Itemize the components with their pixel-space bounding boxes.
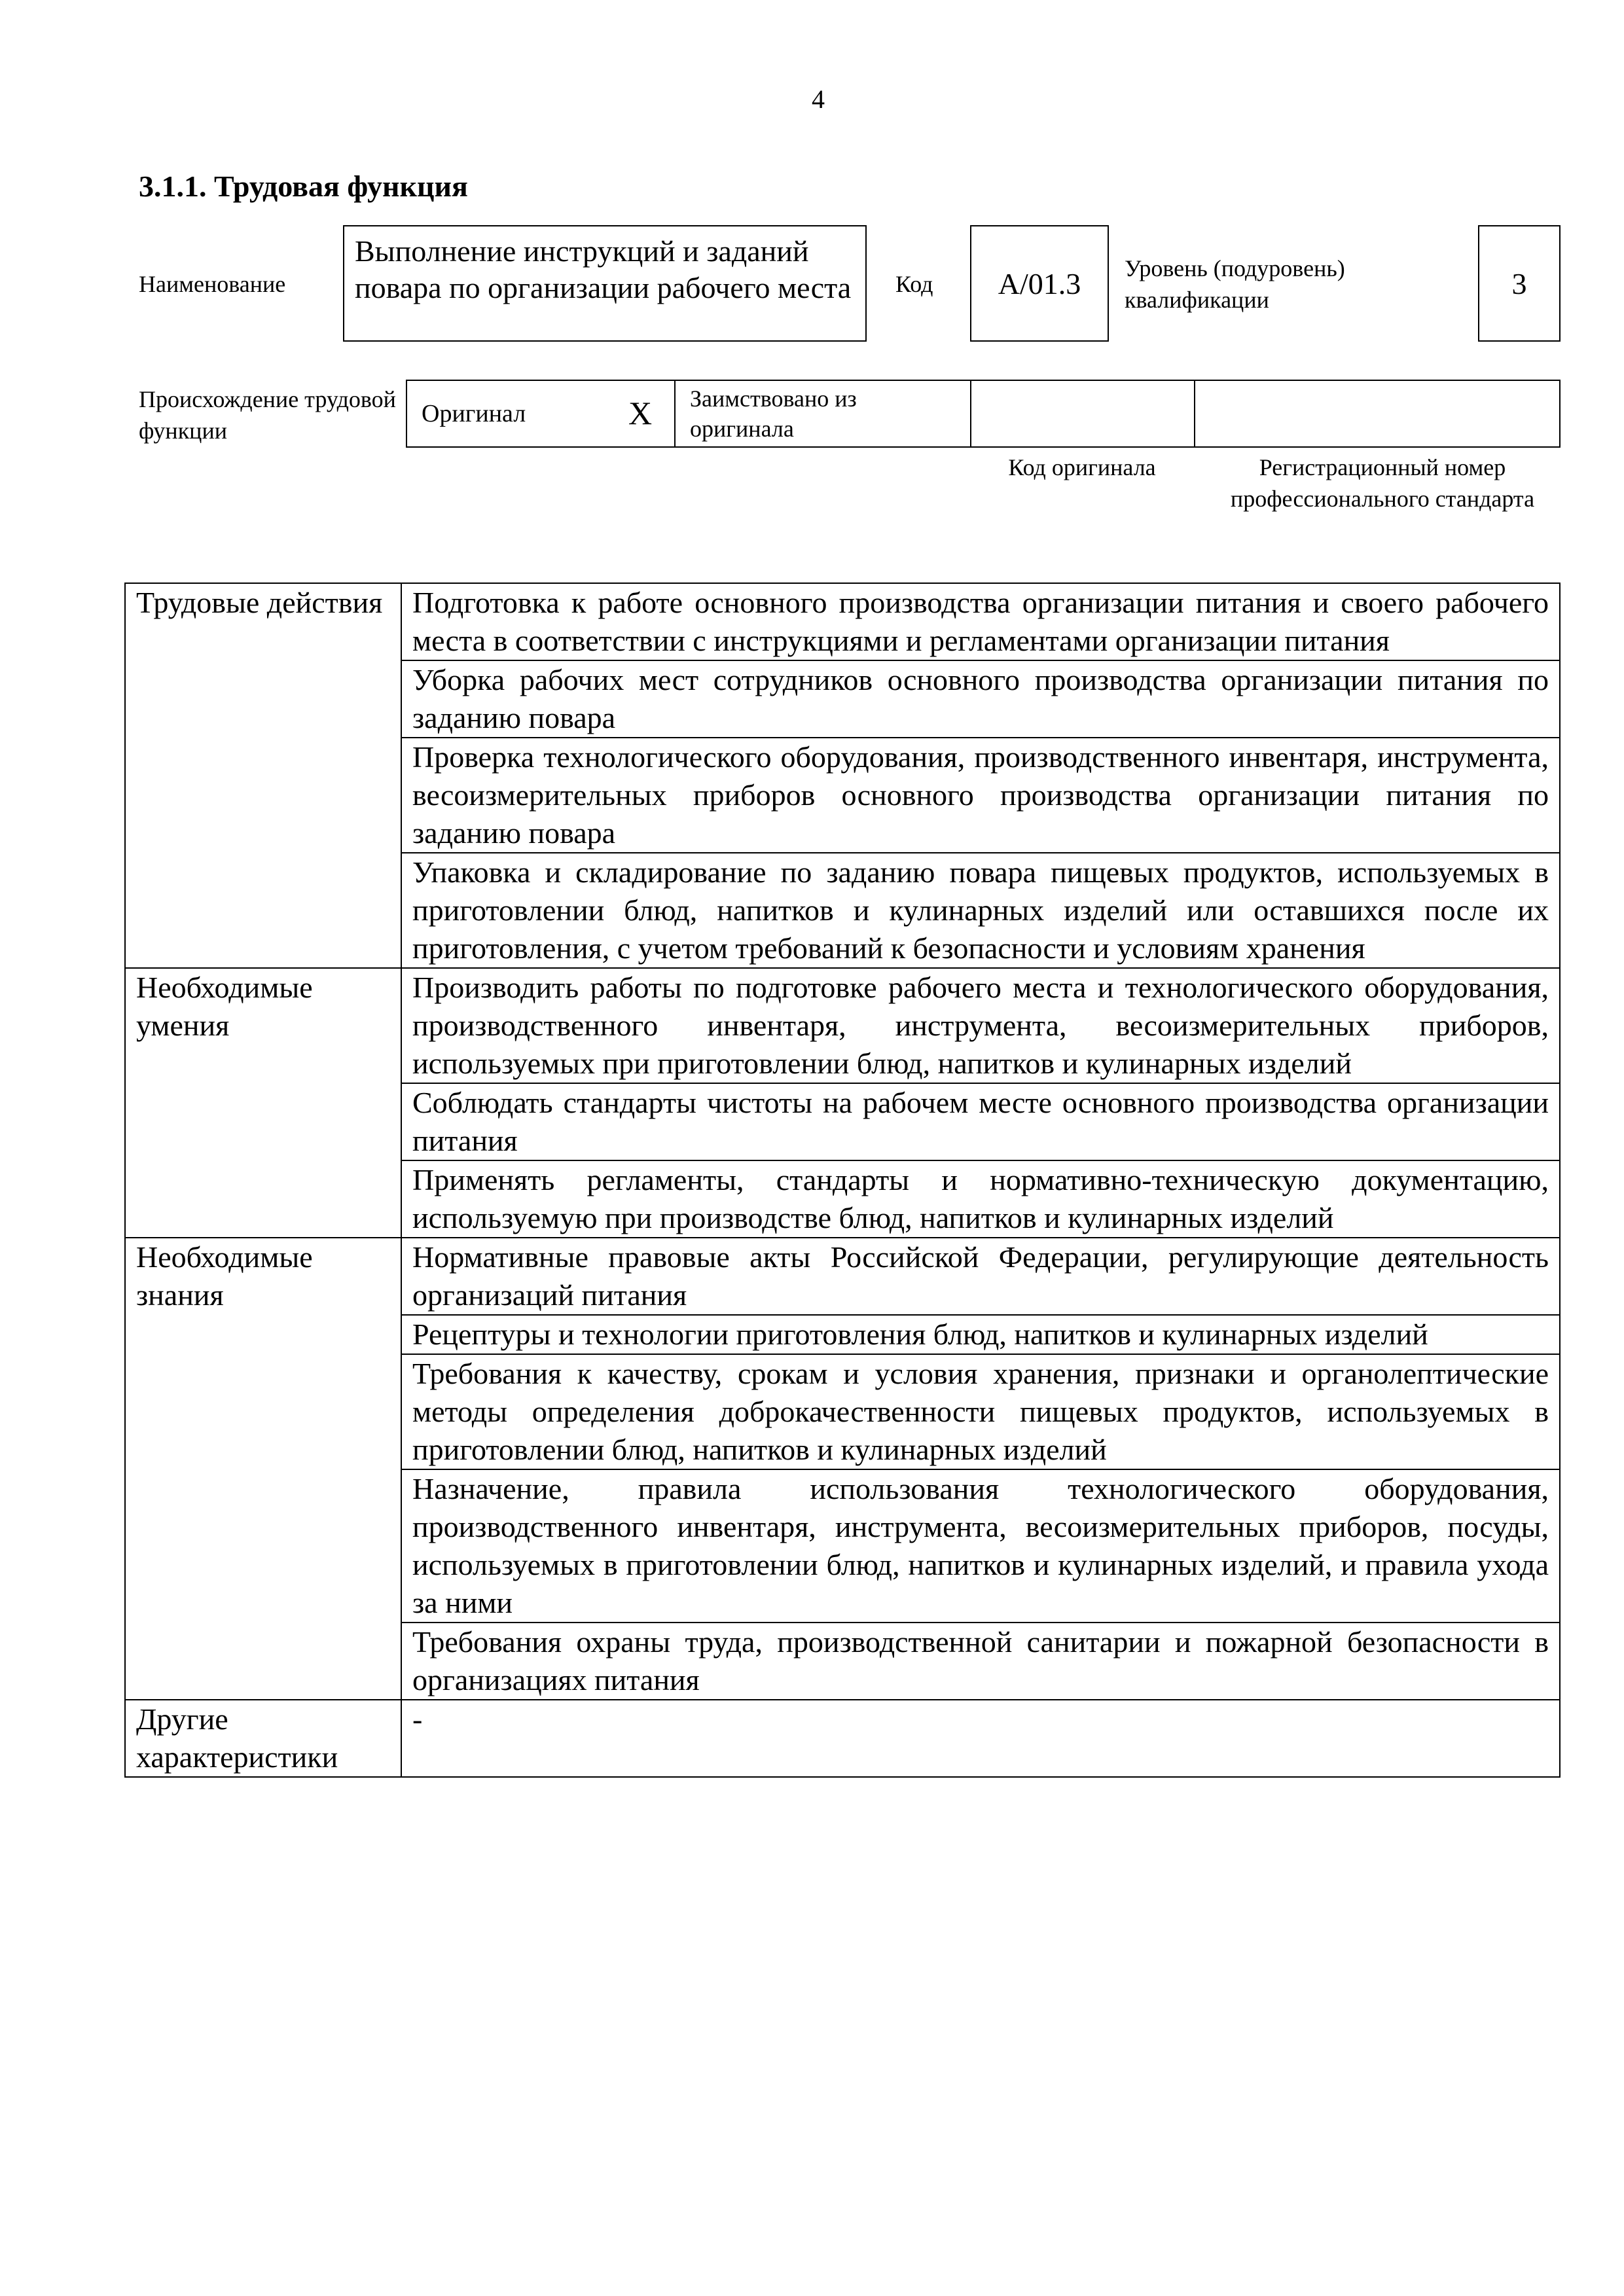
original-cell xyxy=(407,381,676,446)
section-title: 3.1.1. Трудовая функция xyxy=(139,170,468,203)
origin-label: Происхождение трудовой функции xyxy=(139,386,396,444)
table-cell: Соблюдать стандарты чистоты на рабочем месте основного производства организации питания xyxy=(401,1083,1560,1160)
level-value: 3 xyxy=(1511,266,1527,300)
table-row xyxy=(125,1700,1560,1777)
table-row xyxy=(125,1238,1560,1315)
reg-number-cell xyxy=(1195,381,1559,446)
table-cell: Нормативные правовые акты Российской Федерации, регулирующие деятельность организаций питания xyxy=(401,1238,1560,1315)
function-table xyxy=(124,583,1561,1778)
reg-number-caption: Регистрационный номер профессионального стандарта xyxy=(1230,454,1535,512)
code-value: А/01.3 xyxy=(998,266,1081,300)
borrowed-cell xyxy=(676,381,971,446)
table-row xyxy=(125,583,1560,660)
code-original-cell xyxy=(971,381,1195,446)
skills-label: Необходимые умения xyxy=(125,968,401,1238)
table-cell: Упаковка и складирование по заданию повара пищевых продуктов, используемых в приготовлении блюд, напитков и кулинарных изделий или оставшихся после их приготовления, с учетом требований к безопасности и условиям хранения xyxy=(401,853,1560,968)
table-cell: - xyxy=(401,1700,1560,1777)
table-cell: Уборка рабочих мест сотрудников основного производства организации питания по заданию повара xyxy=(401,660,1560,738)
original-mark: X xyxy=(628,395,653,431)
page-number: 4 xyxy=(812,84,825,114)
other-label: Другие характеристики xyxy=(125,1700,401,1777)
name-label: Наименование xyxy=(139,271,286,297)
table-cell: Подготовка к работе основного производства организации питания и своего рабочего места в соответствии с инструкциями и регламентами организации питания xyxy=(401,583,1560,660)
table-cell: Требования охраны труда, производственной санитарии и пожарной безопасности в организациях питания xyxy=(401,1623,1560,1700)
table-cell: Производить работы по подготовке рабочего места и технологического оборудования, производственного инвентаря, инструмента, весоизмерительных приборов, используемых при приготовлении блюд, напитков и кулинарных изделий xyxy=(401,968,1560,1083)
table-row xyxy=(125,968,1560,1083)
table-cell: Проверка технологического оборудования, производственного инвентаря, инструмента, весоизмерительных приборов основного производства организации питания по заданию повара xyxy=(401,738,1560,853)
function-name-box xyxy=(343,225,867,342)
table-cell: Назначение, правила использования технологического оборудования, производственного инвентаря, инструмента, весоизмерительных приборов, посуды, используемых в приготовлении блюд, напитков и кулинарных изделий, и правила ухода за ними xyxy=(401,1469,1560,1623)
code-label: Код xyxy=(895,271,933,297)
function-name-value: Выполнение инструкций и заданий повара по организации рабочего места xyxy=(355,234,852,304)
original-label: Оригинал xyxy=(422,400,526,427)
labor-actions-label: Трудовые действия xyxy=(125,583,401,968)
borrowed-label: Заимствовано из оригинала xyxy=(690,386,857,442)
level-label: Уровень (подуровень) квалификации xyxy=(1125,255,1345,313)
level-box xyxy=(1478,225,1561,342)
origin-row xyxy=(406,380,1561,448)
code-box xyxy=(970,225,1109,342)
table-cell: Требования к качеству, срокам и условия хранения, признаки и органолептические методы определения доброкачественности пищевых продуктов, используемых в приготовлении блюд, напитков и кулинарных изделий xyxy=(401,1354,1560,1469)
table-cell: Рецептуры и технологии приготовления блюд, напитков и кулинарных изделий xyxy=(401,1315,1560,1354)
knowledge-label: Необходимые знания xyxy=(125,1238,401,1700)
table-cell: Применять регламенты, стандарты и нормативно-техническую документацию, используемую при производстве блюд, напитков и кулинарных изделий xyxy=(401,1160,1560,1238)
code-original-caption: Код оригинала xyxy=(1008,454,1156,480)
